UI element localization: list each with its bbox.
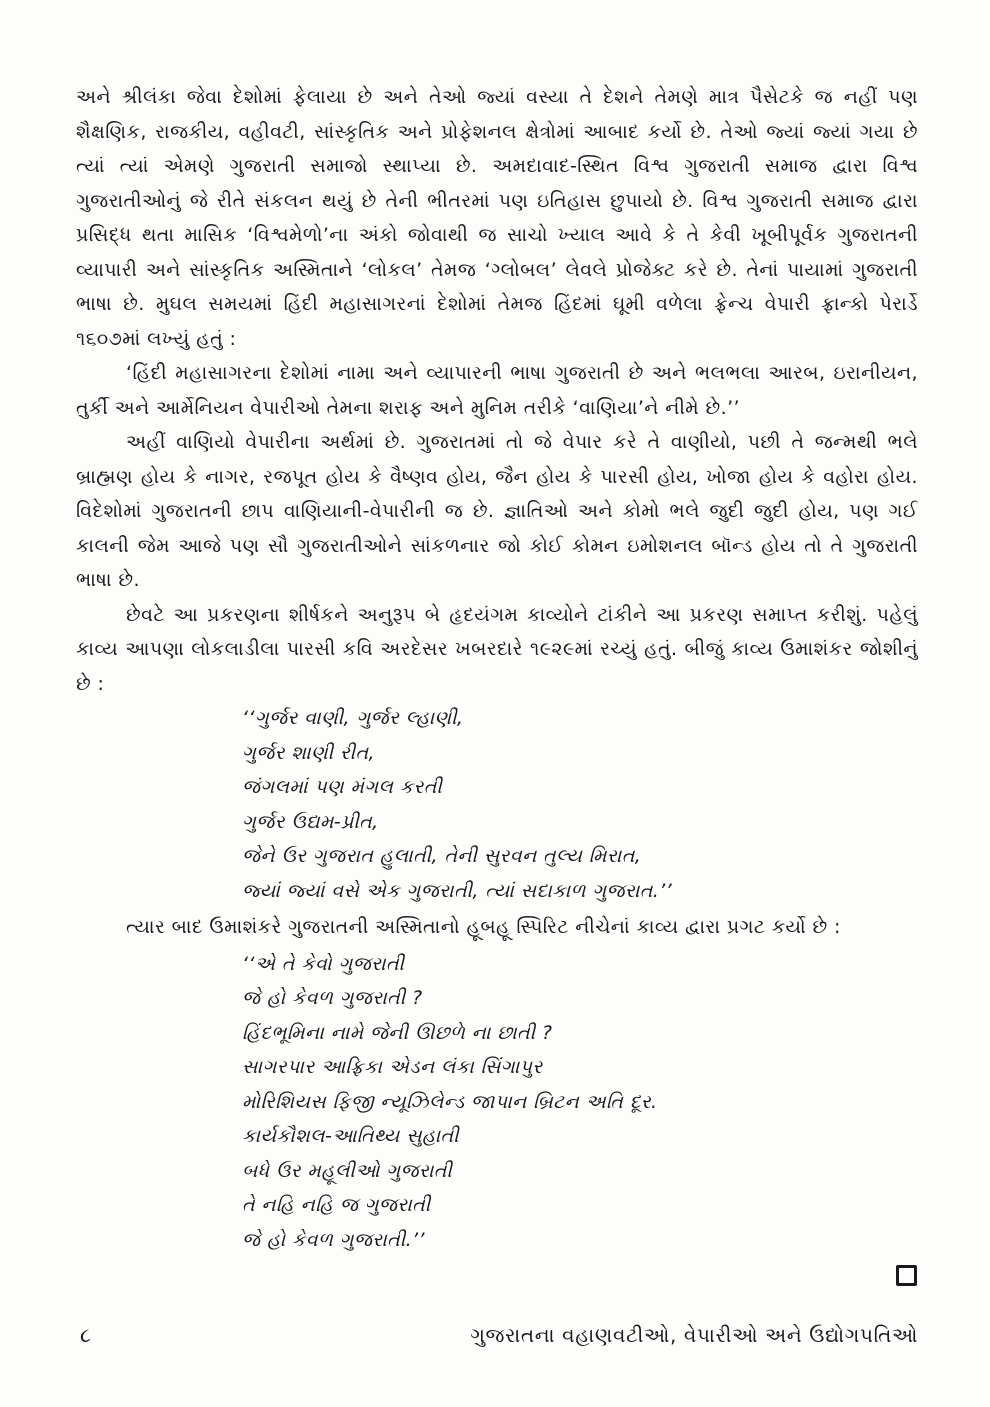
poem-line: ‘‘એ તે કેવો ગુજરાતી: [242, 952, 405, 975]
poem-khabardar: [76, 701, 918, 908]
poem-line: મોરિશિયસ ફિજી ન્યૂઝિલેન્ડ જાપાન બ્રિટન અતિ દૂર.: [242, 1090, 658, 1113]
poem-line: સાગરપાર આફ્રિકા એડન લંકા સિંગાપુર: [242, 1056, 543, 1078]
poem-line: ‘‘ગુર્જર વાણી, ગુર્જર લ્હાણી,: [242, 707, 464, 729]
poem-line: તે નહિ નહિ જ ગુજરાતી: [242, 1194, 431, 1216]
paragraph-umashankar: ત્યાર બાદ ઉમાશંકરે ગુજરાતની અસ્મિતાનો હૂબહૂ સ્પિરિટ નીચેનાં કાવ્ય દ્વારા પ્રગટ કર્યો છે :: [126, 916, 841, 938]
page-footer: [0, 1320, 990, 1350]
poem-line: જ્યાં જ્યાં વસે એક ગુજરાતી, ત્યાં સદાકાળ ગુજરાત.’’: [242, 879, 673, 902]
poem-line: જે હો કેવળ ગુજરાતી.’’: [242, 1228, 425, 1251]
paragraph-intro: અને શ્રીલંકા જેવા દેશોમાં ફેલાયા છે અને તેઓ જ્યાં વસ્યા તે દેશને તેમણે માત્ર પૈસેટકે જ નહીં પણ શૈક્ષણિક, રાજકીય, વહીવટી, સાંસ્કૃતિક અને પ્રોફેશનલ ક્ષેત્રોમાં આબાદ કર્યો છે. તેઓ જ્યાં જ્યાં ગયા છે ત્યાં ત્યાં એમણે ગુજરાતી સમાજો સ્થાપ્યા છે. અમદાવાદ-સ્થિત વિશ્વ ગુજરાતી સમાજ દ્વારા વિશ્વ ગુજરાતીઓનું જે રીતે સંકલન થયું છે તેની ભીતરમાં પણ ઇતિહાસ છુપાયો છે. વિશ્વ ગુજરાતી સમાજ દ્વારા પ્રસિદ્ધ થતા માસિક ‘વિશ્વમેળો’ના અંકો જોવાથી જ સાચો ખ્યાલ આવે કે તે કેવી ખૂબીપૂર્વક ગુજરાતની વ્યાપારી અને સાંસ્કૃતિક અસ્મિતાને ‘લોકલ’ તેમજ ‘ગ્લોબલ’ લેવલે પ્રોજેક્ટ કરે છે. તેનાં પાયામાં ગુજરાતી ભાષા છે. મુઘલ સમયમાં હિંદી મહાસાગરનાં દેશોમાં તેમજ હિંદમાં ઘૂમી વળેલા ફ્રેન્ચ વેપારી ફ્રાન્કો પેરાર્ડે ૧૬૦૭માં લખ્યું હતું :: [76, 86, 918, 350]
running-title: ગુજરાતના વહાણવટીઓ, વેપારીઓ અને ઉદ્યોગપતિઓ: [470, 1323, 918, 1347]
body-text: [76, 80, 918, 1257]
poem-line: ગુર્જર શાણી રીત,: [242, 741, 375, 764]
poem-umashankar: [76, 947, 918, 1258]
poem-line: જે હો કેવળ ગુજરાતી ?: [242, 987, 423, 1009]
paragraph-vaniya: અહીં વાણિયો વેપારીના અર્થમાં છે. ગુજરાતમાં તો જે વેપાર કરે તે વાણીયો, પછી તે જન્મથી ભલે બ્રાહ્મણ હોય કે નાગર, રજપૂત હોય કે વૈષ્ણવ હોય, જૈન હોય કે પારસી હોય, ખોજા હોય કે વહોરા હોય. વિદેશોમાં ગુજરાતની છાપ વાણિયાની-વેપારીની જ છે. જ્ઞાતિઓ અને કોમો ભલે જુદી જુદી હોય, પણ ગઈ કાલની જેમ આજે પણ સૌ ગુજરાતીઓને સાંકળનાર જો કોઈ કોમન ઇમોશનલ બૉન્ડ હોય તો તે ગુજરાતી ભાષા છે.: [76, 431, 918, 591]
poem-line: ગુર્જર ઉદ્યમ-પ્રીત,: [242, 810, 379, 833]
hollow-square-icon: [896, 1265, 917, 1286]
paragraph-conclusion: છેવટે આ પ્રકરણના શીર્ષકને અનુરૂપ બે હૃદયંગમ કાવ્યોને ટાંકીને આ પ્રકરણ સમાપ્ત કરીશું. પહેલું કાવ્ય આપણા લોકલાડીલા પારસી કવિ અરદેસર ખબરદારે ૧૯૨૯માં રચ્યું હતું. બીજું કાવ્ય ઉમાશંકર જોશીનું છે :: [76, 603, 918, 695]
poem-line: જંગલમાં પણ મંગલ કરતી: [242, 776, 443, 798]
poem-line: કાર્યકૌશલ-આતિથ્ય સુહાતી: [242, 1125, 459, 1147]
poem-line: બધે ઉર મહૂલીઓ ગુજરાતી: [242, 1159, 453, 1182]
quote-paragraph: ‘હિંદી મહાસાગરના દેશોમાં નામા અને વ્યાપારની ભાષા ગુજરાતી છે અને ભલભલા આરબ, ઇરાનીયન, તુર્કી અને આર્મેનિયન વેપારીઓ તેમના શરાફ અને મુનિમ તરીકે ‘વાણિયા’ને નીમે છે.’’: [76, 362, 918, 419]
page-number: ૮: [80, 1323, 91, 1347]
poem-line: જેને ઉર ગુજરાત હુલાતી, તેની સુરવન તુલ્ય મિરાત,: [242, 845, 642, 867]
poem-line: હિંદભૂમિના નામે જેની ઊછળે ના છાતી ?: [242, 1021, 553, 1044]
